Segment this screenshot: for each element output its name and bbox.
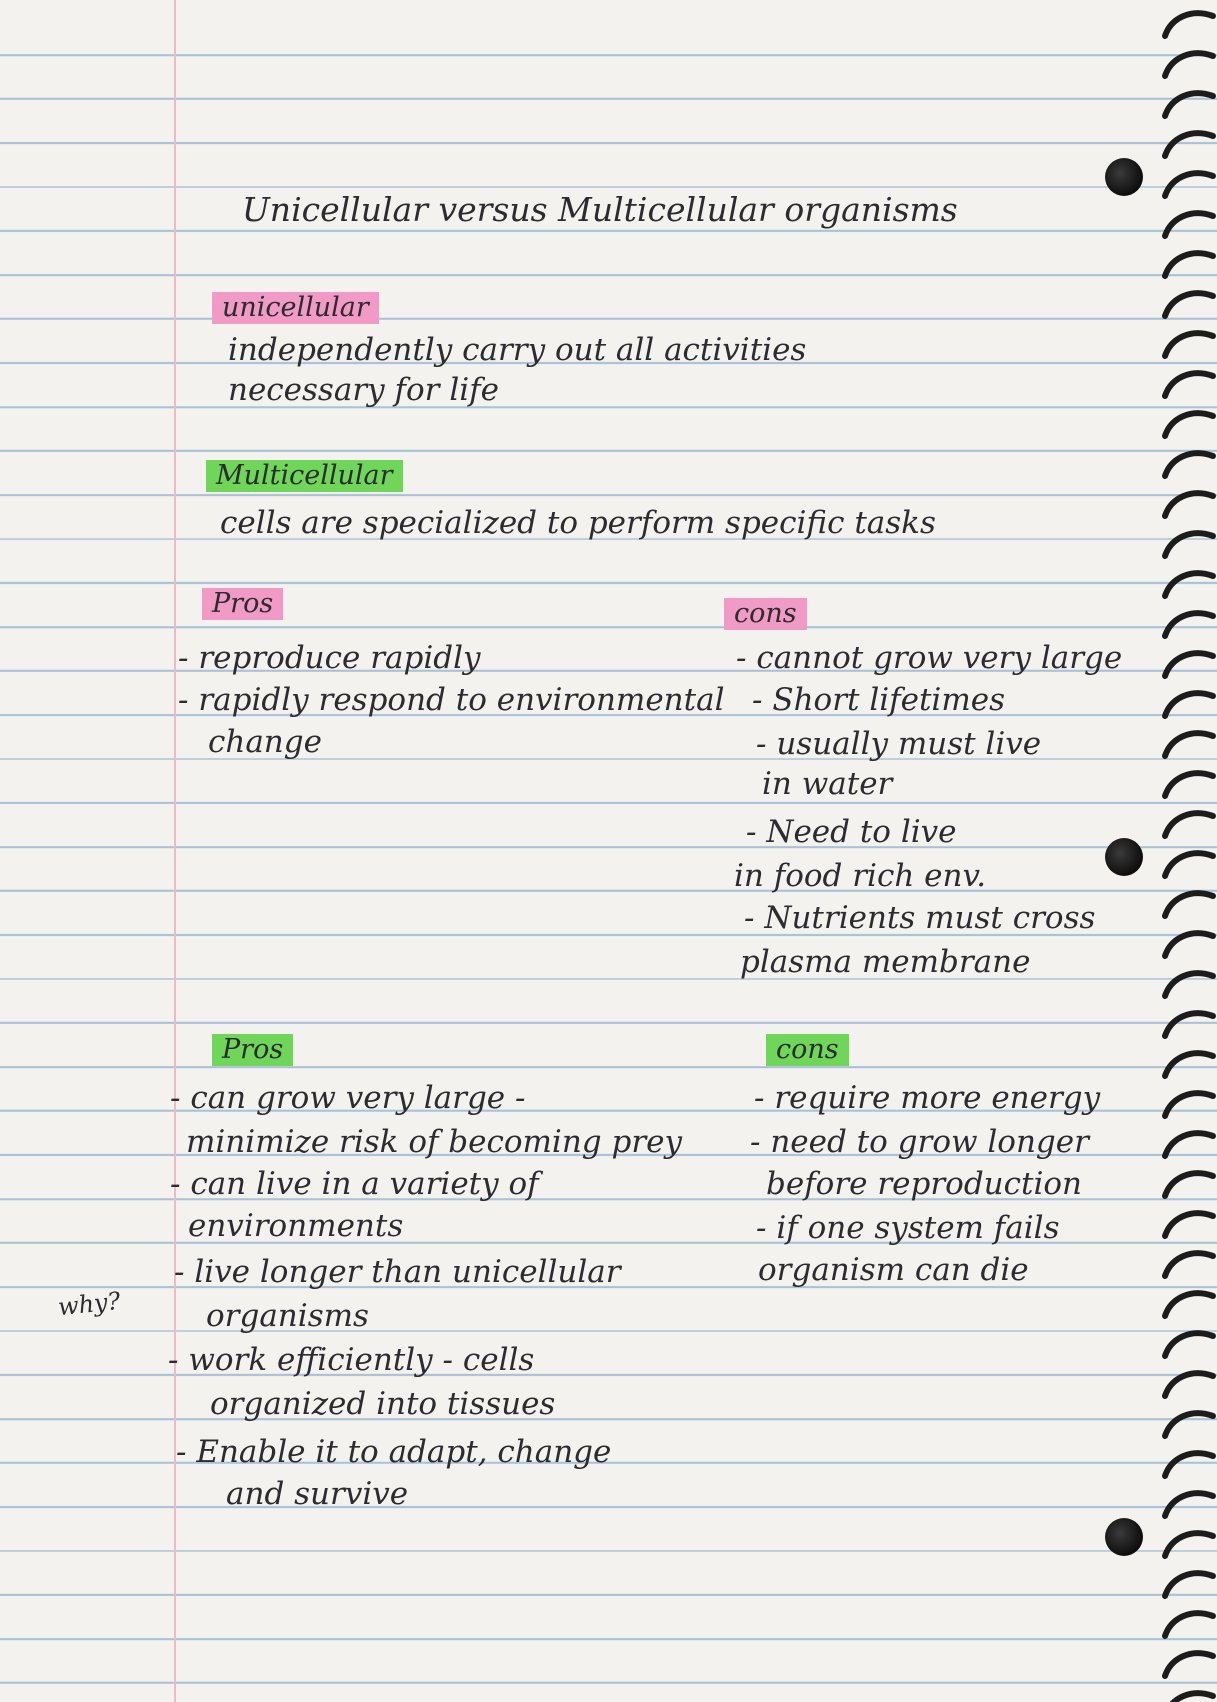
multicellular-cons-line: - need to grow longer [750,1124,1089,1160]
binder-hole-middle [1105,838,1143,876]
spiral-coil [1165,173,1213,196]
spiral-coil [1165,1373,1213,1396]
spiral-coil [1165,1653,1213,1676]
spiral-coil [1165,133,1213,156]
page-title: Unicellular versus Multicellular organisms [242,190,958,229]
spiral-binding [1157,0,1217,1702]
multicellular-pros-line: organized into tissues [210,1386,556,1422]
binder-hole-top [1105,158,1143,196]
spiral-coil [1165,1173,1213,1196]
spiral-coil [1165,1453,1213,1476]
multicellular-pros-heading: Pros [212,1034,293,1066]
spiral-coil [1165,1093,1213,1116]
margin-note: why? [56,1286,122,1322]
multicellular-cons-line: organism can die [758,1252,1029,1288]
spiral-coil [1165,533,1213,556]
unicellular-cons-line: in water [762,766,893,802]
spiral-coil [1165,1493,1213,1516]
spiral-coil [1165,1533,1213,1556]
spiral-coil [1165,1213,1213,1236]
spiral-coil [1165,373,1213,396]
multicellular-cons-line: - if one system fails [756,1210,1060,1246]
unicellular-cons-line: in food rich env. [734,858,987,894]
unicellular-cons-line: - Need to live [746,814,957,850]
unicellular-definition-line: necessary for life [228,372,499,408]
unicellular-cons-heading: cons [724,598,807,630]
unicellular-cons-line: plasma membrane [740,944,1031,980]
multicellular-cons-line: - require more energy [754,1080,1101,1116]
spiral-coil [1165,1013,1213,1036]
spiral-coil [1165,693,1213,716]
multicellular-definition-line: cells are specialized to perform specific tasks [220,505,936,541]
spiral-coil [1165,1253,1213,1276]
spiral-coil [1165,213,1213,236]
spiral-coil [1165,1613,1213,1636]
multicellular-cons-line: before reproduction [766,1166,1083,1202]
spiral-coil [1165,893,1213,916]
spiral-coil [1165,13,1213,36]
multicellular-pros-line: - live longer than unicellular [174,1254,621,1290]
multicellular-pros-line: - work efficiently - cells [168,1342,535,1378]
spiral-coil [1165,933,1213,956]
spiral-coil [1165,413,1213,436]
spiral-coil [1165,653,1213,676]
spiral-coil [1165,93,1213,116]
unicellular-cons-line: - cannot grow very large [736,640,1123,676]
spiral-coil [1165,1333,1213,1356]
unicellular-cons-line: - usually must live [756,726,1042,762]
spiral-coil [1165,293,1213,316]
spiral-coil [1165,53,1213,76]
spiral-coil [1165,253,1213,276]
spiral-coil [1165,493,1213,516]
unicellular-pros-line: - rapidly respond to environmental [178,682,725,718]
spiral-coil [1165,1413,1213,1436]
spiral-coil [1165,733,1213,756]
multicellular-pros-line: environments [188,1208,404,1244]
spiral-coil [1165,1053,1213,1076]
spiral-coil [1165,1573,1213,1596]
unicellular-pros-line: - reproduce rapidly [178,640,481,676]
unicellular-definition-line: independently carry out all activities [228,332,807,368]
multicellular-pros-line: and survive [226,1476,409,1512]
multicellular-pros-line: - can grow very large - [170,1080,526,1116]
multicellular-pros-line: - Enable it to adapt, change [176,1434,612,1470]
multicellular-heading: Multicellular [206,460,403,492]
spiral-coil [1165,613,1213,636]
spiral-coil [1165,1693,1213,1702]
spiral-coil [1165,973,1213,996]
spiral-coil [1165,453,1213,476]
unicellular-pros-line: change [208,724,322,760]
unicellular-heading: unicellular [212,292,379,324]
multicellular-pros-line: organisms [206,1298,369,1334]
multicellular-pros-line: - can live in a variety of [170,1166,539,1202]
spiral-coil [1165,773,1213,796]
unicellular-pros-heading: Pros [202,588,283,620]
unicellular-cons-line: - Short lifetimes [752,682,1005,718]
spiral-coil [1165,813,1213,836]
spiral-coil [1165,853,1213,876]
binder-hole-bottom [1105,1518,1143,1556]
unicellular-cons-line: - Nutrients must cross [744,900,1096,936]
spiral-coil [1165,1133,1213,1156]
multicellular-cons-heading: cons [766,1034,849,1066]
spiral-coil [1165,333,1213,356]
multicellular-pros-line: minimize risk of becoming prey [186,1124,683,1160]
spiral-coil [1165,1293,1213,1316]
spiral-coil [1165,573,1213,596]
